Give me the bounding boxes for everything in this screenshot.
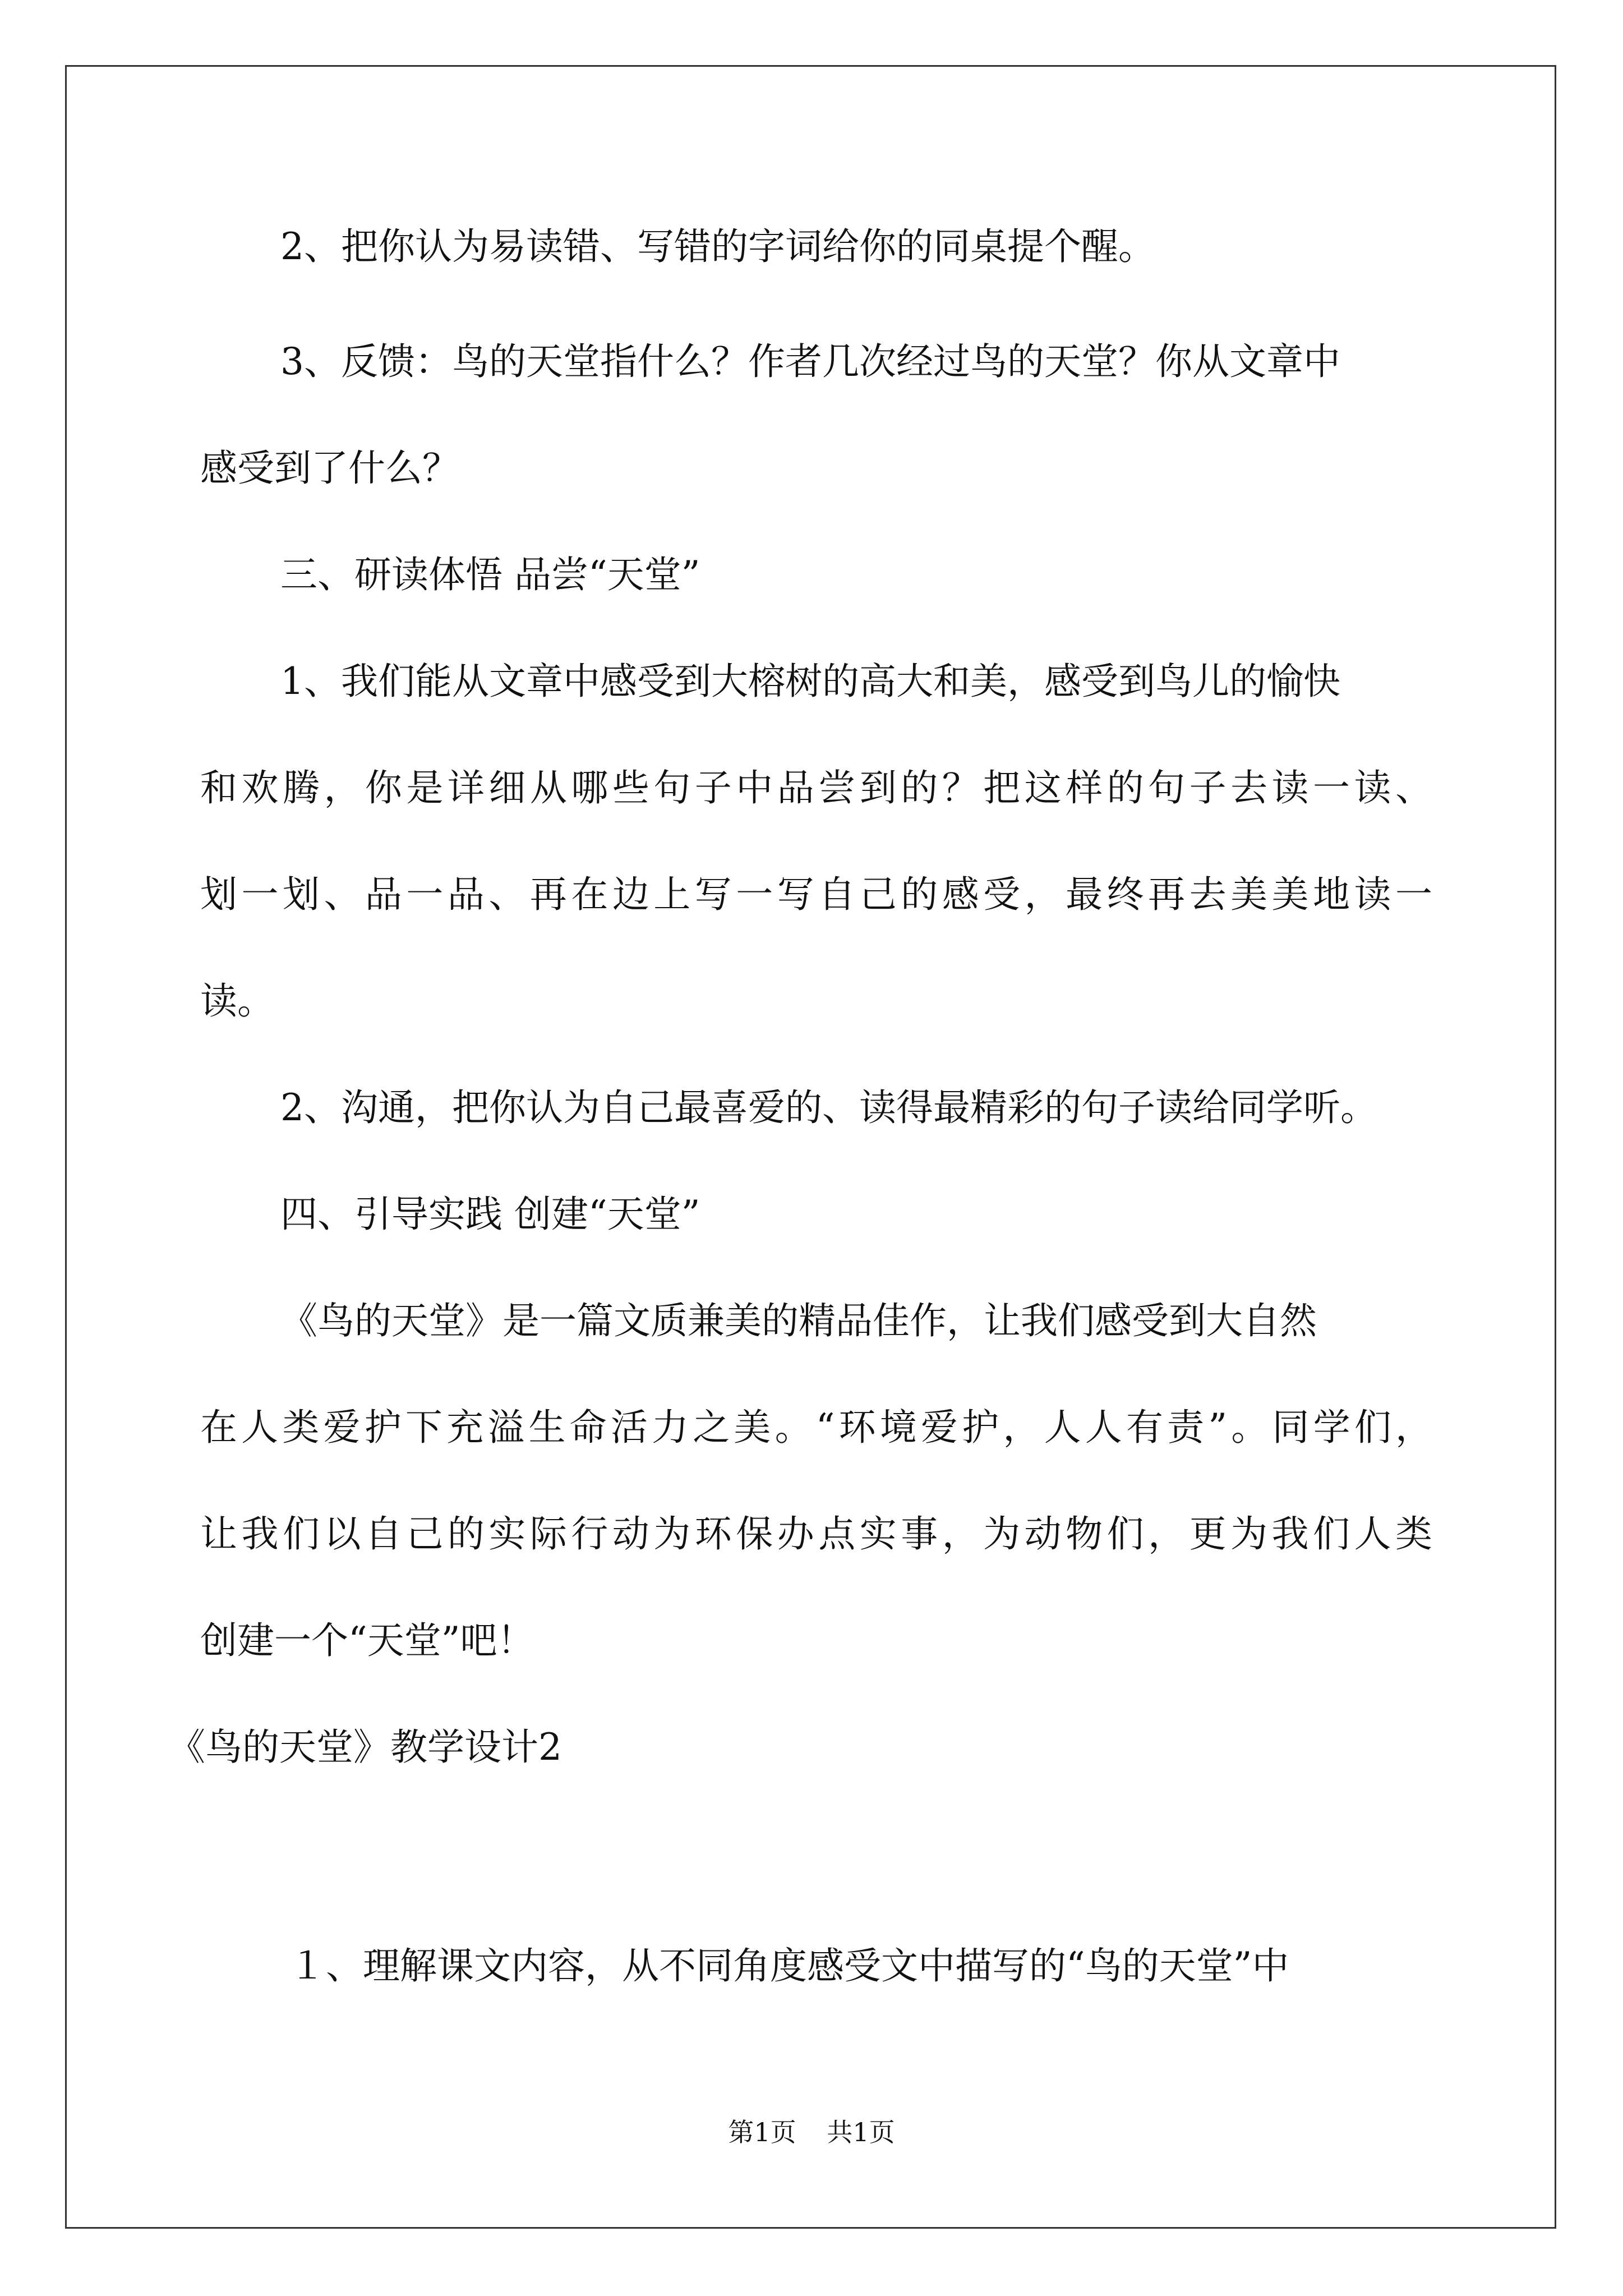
paragraph-3-feedback-line-1: 3、反馈：鸟的天堂指什么？作者几次经过鸟的天堂？你从文章中 — [280, 340, 1340, 383]
total-page-count: 共1页 — [827, 2117, 895, 2147]
page-footer — [0, 2116, 1623, 2148]
current-page-number: 第1页 — [728, 2117, 796, 2147]
section-4-heading: 四、引导实践 创建“天堂” — [280, 1193, 700, 1236]
page-border — [65, 65, 1556, 2229]
paragraph-conclusion-line-2: 在人类爱护下充溢生命活力之美。“环境爱护，人人有责”。同学们， — [200, 1406, 1432, 1449]
paragraph-conclusion-line-1: 《鸟的天堂》是一篇文质兼美的精品佳作，让我们感受到大自然 — [280, 1299, 1317, 1342]
paragraph-2-typo-reminder: 2、把你认为易读错、写错的字词给你的同桌提个醒。 — [280, 225, 1155, 268]
paragraph-conclusion-line-4: 创建一个“天堂”吧！ — [200, 1619, 534, 1662]
paragraph-share-sentences: 2、沟通，把你认为自己最喜爱的、读得最精彩的句子读给同学听。 — [280, 1086, 1377, 1129]
teaching-design-title: 《鸟的天堂》教学设计2 — [168, 1726, 562, 1769]
paragraph-reading-1-line-4: 读。 — [200, 979, 274, 1023]
section-3-heading: 三、研读体悟 品尝“天堂” — [280, 553, 700, 596]
paragraph-reading-1-line-1: 1、我们能从文章中感受到大榕树的高大和美，感受到鸟儿的愉快 — [280, 660, 1340, 703]
paragraph-reading-1-line-2: 和欢腾，你是详细从哪些句子中品尝到的？把这样的句子去读一读、 — [200, 766, 1432, 809]
paragraph-reading-1-line-3: 划一划、品一品、再在边上写一写自己的感受，最终再去美美地读一 — [200, 873, 1432, 916]
goal-line-1: １、理解课文内容，从不同角度感受文中描写的“鸟的天堂”中 — [289, 1944, 1289, 1987]
paragraph-3-feedback-line-2: 感受到了什么？ — [200, 447, 459, 490]
paragraph-conclusion-line-3: 让我们以自己的实际行动为环保办点实事，为动物们，更为我们人类 — [200, 1512, 1432, 1556]
